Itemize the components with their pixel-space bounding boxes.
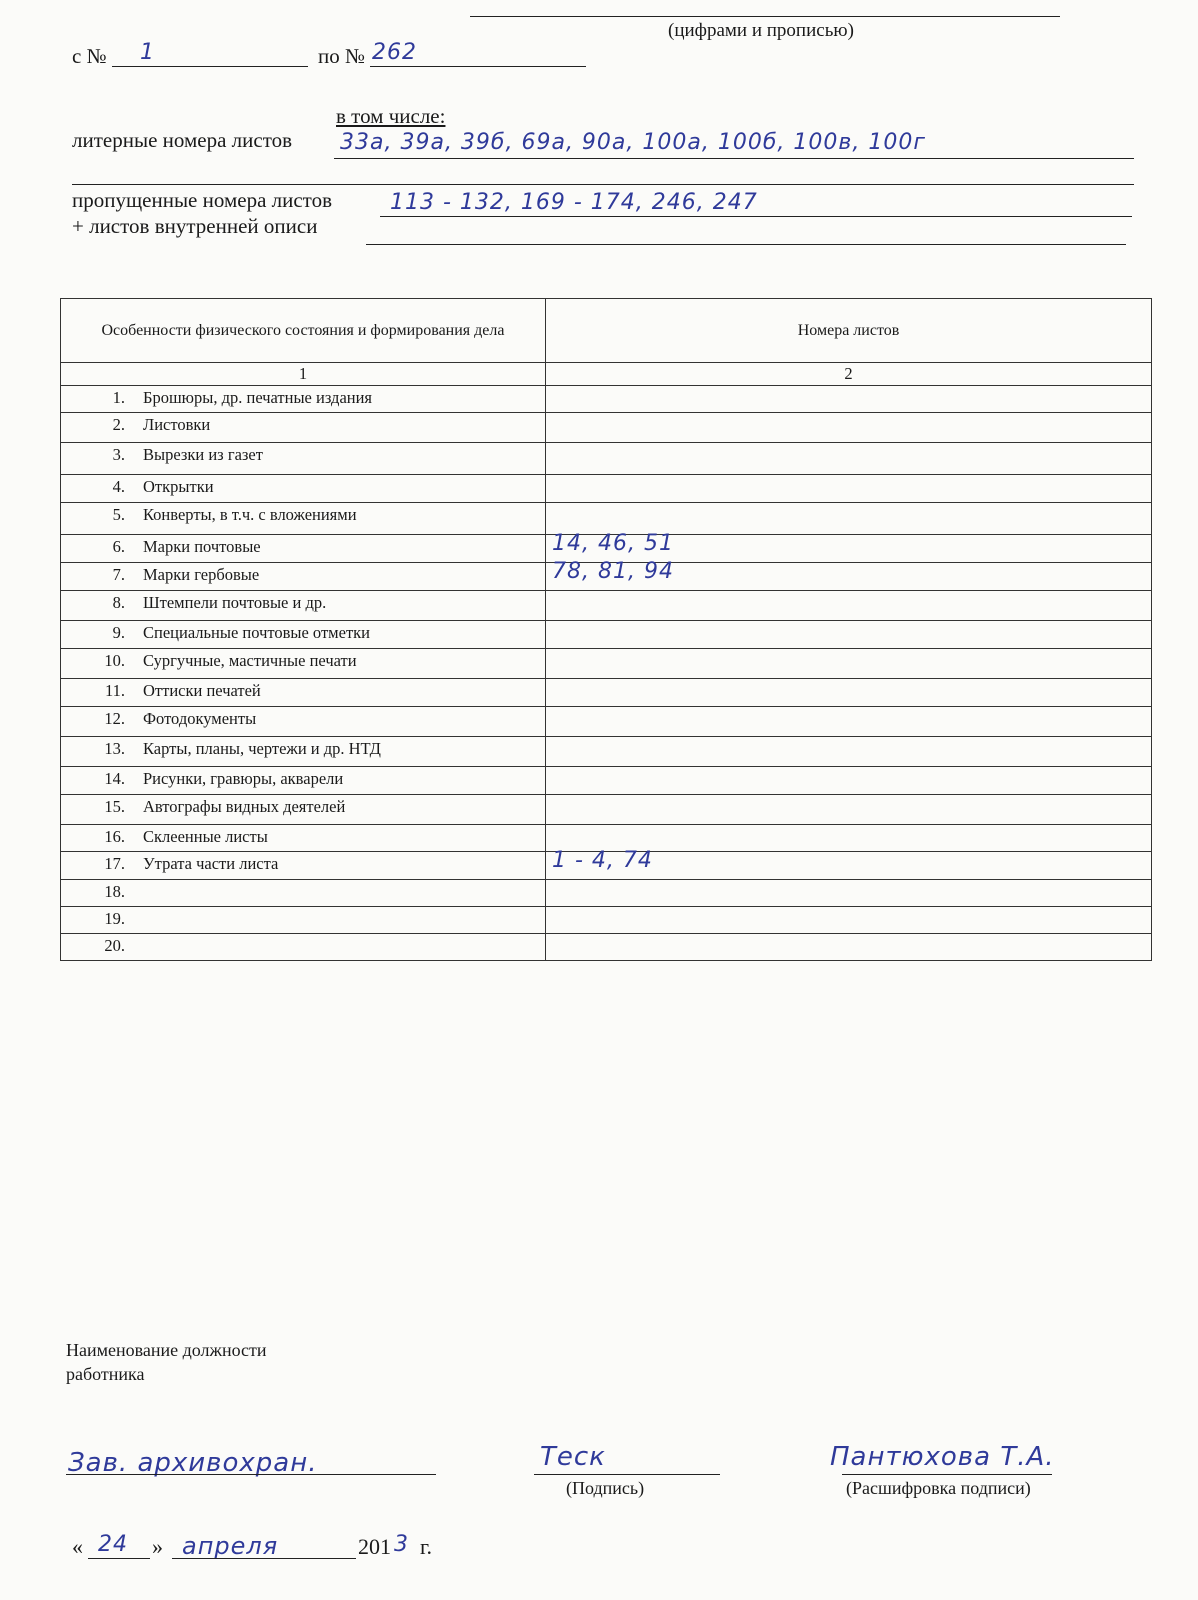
lettered-line-2 <box>72 184 1134 185</box>
row-feature-cell <box>61 907 546 934</box>
row-feature-cell <box>61 825 546 852</box>
row-number: 18. <box>104 882 125 901</box>
row-label: Склеенные листы <box>143 827 268 846</box>
row-number: 19. <box>104 909 125 928</box>
row-number: 4. <box>112 477 125 496</box>
row-feature-cell <box>61 679 546 707</box>
row-label: Карты, планы, чертежи и др. НТД <box>143 739 381 758</box>
row-feature-cell <box>61 880 546 907</box>
table-row <box>61 707 1152 737</box>
row-label: Автографы видных деятелей <box>143 797 346 816</box>
table-row <box>61 852 1152 880</box>
table-row <box>61 934 1152 961</box>
row-number: 11. <box>104 681 125 700</box>
row-feature-cell <box>61 737 546 767</box>
row-number: 1. <box>112 388 125 407</box>
row-sheet-numbers-cell <box>546 475 1152 503</box>
to-value: 262 <box>372 40 417 65</box>
row-feature-cell <box>61 767 546 795</box>
row-sheet-numbers-cell <box>546 707 1152 737</box>
row-sheet-numbers-cell <box>546 559 1152 591</box>
row-number: 3. <box>112 445 125 464</box>
row-label: Оттиски печатей <box>143 681 261 700</box>
row-sheet-numbers-cell <box>546 679 1152 707</box>
table-row <box>61 503 1152 535</box>
row-sheet-numbers-cell <box>546 503 1152 535</box>
row-label: Рисунки, гравюры, акварели <box>143 769 344 788</box>
row-sheet-numbers-cell <box>546 621 1152 649</box>
row-sheet-numbers: 78, 81, 94 <box>552 559 674 584</box>
row-sheet-numbers-cell <box>546 649 1152 679</box>
row-feature-cell <box>61 475 546 503</box>
decoding-value: Пантюхова Т.А. <box>830 1442 1055 1472</box>
row-label: Конверты, в т.ч. с вложениями <box>143 505 357 524</box>
row-feature-cell <box>61 795 546 825</box>
from-label: с № <box>72 44 107 68</box>
table-row <box>61 767 1152 795</box>
missing-value: 113 - 132, 169 - 174, 246, 247 <box>390 190 758 215</box>
lettered-label: литерные номера листов <box>72 128 293 152</box>
table-row <box>61 621 1152 649</box>
position-line <box>66 1474 436 1475</box>
signature-caption: (Подпись) <box>566 1478 645 1498</box>
row-feature-cell <box>61 621 546 649</box>
row-feature-cell <box>61 535 546 563</box>
row-number: 20. <box>104 936 125 955</box>
from-value: 1 <box>140 40 155 65</box>
missing-label: пропущенные номера листов <box>72 188 332 212</box>
row-number: 13. <box>104 739 125 758</box>
table-row <box>61 413 1152 443</box>
row-sheet-numbers: 1 - 4, 74 <box>552 848 653 873</box>
top-cut-line <box>470 16 1060 17</box>
row-number: 15. <box>104 797 125 816</box>
table-row <box>61 443 1152 475</box>
lettered-line <box>334 158 1134 159</box>
col1-number: 1 <box>61 363 546 386</box>
to-line <box>370 66 586 67</box>
row-number: 14. <box>104 769 125 788</box>
position-value: Зав. архивохран. <box>68 1448 318 1478</box>
row-sheet-numbers-cell <box>546 907 1152 934</box>
table-row <box>61 679 1152 707</box>
lettered-value: 33а, 39а, 39б, 69а, 90а, 100а, 100б, 100в, 100г <box>340 130 926 155</box>
row-feature-cell <box>61 852 546 880</box>
row-label: Специальные почтовые отметки <box>143 623 370 642</box>
row-sheet-numbers: 14, 46, 51 <box>552 531 674 556</box>
row-label: Фотодокументы <box>143 709 257 728</box>
row-sheet-numbers-cell <box>546 443 1152 475</box>
date-year-unit: г. <box>420 1534 433 1559</box>
table-row <box>61 795 1152 825</box>
date-close-quote: » <box>152 1534 163 1559</box>
position-label: Наименование должности работника <box>66 1340 267 1384</box>
row-sheet-numbers-cell <box>546 737 1152 767</box>
row-sheet-numbers-cell <box>546 795 1152 825</box>
row-label: Листовки <box>143 415 211 434</box>
row-sheet-numbers-cell <box>546 591 1152 621</box>
table-row <box>61 475 1152 503</box>
decoding-caption: (Расшифровка подписи) <box>846 1478 1031 1498</box>
row-number: 2. <box>112 415 125 434</box>
row-feature-cell <box>61 503 546 535</box>
row-sheet-numbers-cell <box>546 386 1152 413</box>
row-feature-cell <box>61 649 546 679</box>
row-label: Вырезки из газет <box>143 445 263 464</box>
header-caption: (цифрами и прописью) <box>668 20 854 41</box>
inner-inventory-line <box>366 244 1126 245</box>
row-feature-cell <box>61 413 546 443</box>
date-month: апреля <box>182 1532 279 1560</box>
table-row <box>61 649 1152 679</box>
col1-header: Особенности физического состояния и формирования дела <box>61 299 546 363</box>
row-feature-cell <box>61 443 546 475</box>
row-sheet-numbers-cell <box>546 767 1152 795</box>
date-day-line <box>88 1558 150 1559</box>
row-feature-cell <box>61 386 546 413</box>
row-sheet-numbers-cell <box>546 934 1152 961</box>
table-row <box>61 737 1152 767</box>
row-number: 12. <box>104 709 125 728</box>
row-number: 16. <box>104 827 125 846</box>
physical-state-table <box>60 298 1152 961</box>
missing-line <box>380 216 1132 217</box>
date-month-line <box>172 1558 356 1559</box>
row-label: Утрата части листа <box>143 854 279 873</box>
row-sheet-numbers-cell <box>546 880 1152 907</box>
date-year-prefix: 201 <box>358 1534 391 1559</box>
row-sheet-numbers-cell <box>546 848 1152 880</box>
signature-value: Теск <box>540 1442 606 1472</box>
row-number: 10. <box>104 651 125 670</box>
including-label: в том числе: <box>336 104 446 128</box>
inner-inventory-label: + листов внутренней описи <box>72 214 318 238</box>
row-feature-cell <box>61 563 546 591</box>
row-label: Марки почтовые <box>143 537 261 556</box>
row-number: 7. <box>112 565 125 584</box>
row-label: Сургучные, мастичные печати <box>143 651 357 670</box>
row-number: 6. <box>112 537 125 556</box>
date-year-suffix: 3 <box>394 1532 409 1557</box>
decoding-line <box>842 1474 1052 1475</box>
row-feature-cell <box>61 591 546 621</box>
date-open-quote: « <box>72 1534 83 1559</box>
row-number: 9. <box>112 623 125 642</box>
row-label: Брошюры, др. печатные издания <box>143 388 373 407</box>
table-row <box>61 907 1152 934</box>
signature-line <box>534 1474 720 1475</box>
row-label: Штемпели почтовые и др. <box>143 593 327 612</box>
row-feature-cell <box>61 934 546 961</box>
row-number: 17. <box>104 854 125 873</box>
row-number: 8. <box>112 593 125 612</box>
date-day: 24 <box>98 1532 128 1557</box>
row-number: 5. <box>112 505 125 524</box>
table-row <box>61 386 1152 413</box>
from-line <box>112 66 308 67</box>
table-row <box>61 591 1152 621</box>
row-feature-cell <box>61 707 546 737</box>
col2-header: Номера листов <box>546 299 1152 363</box>
row-label: Марки гербовые <box>143 565 260 584</box>
table-row <box>61 880 1152 907</box>
col2-number: 2 <box>546 363 1152 386</box>
to-label: по № <box>318 44 366 68</box>
row-label: Открытки <box>143 477 214 496</box>
row-sheet-numbers-cell <box>546 413 1152 443</box>
table-row <box>61 563 1152 591</box>
